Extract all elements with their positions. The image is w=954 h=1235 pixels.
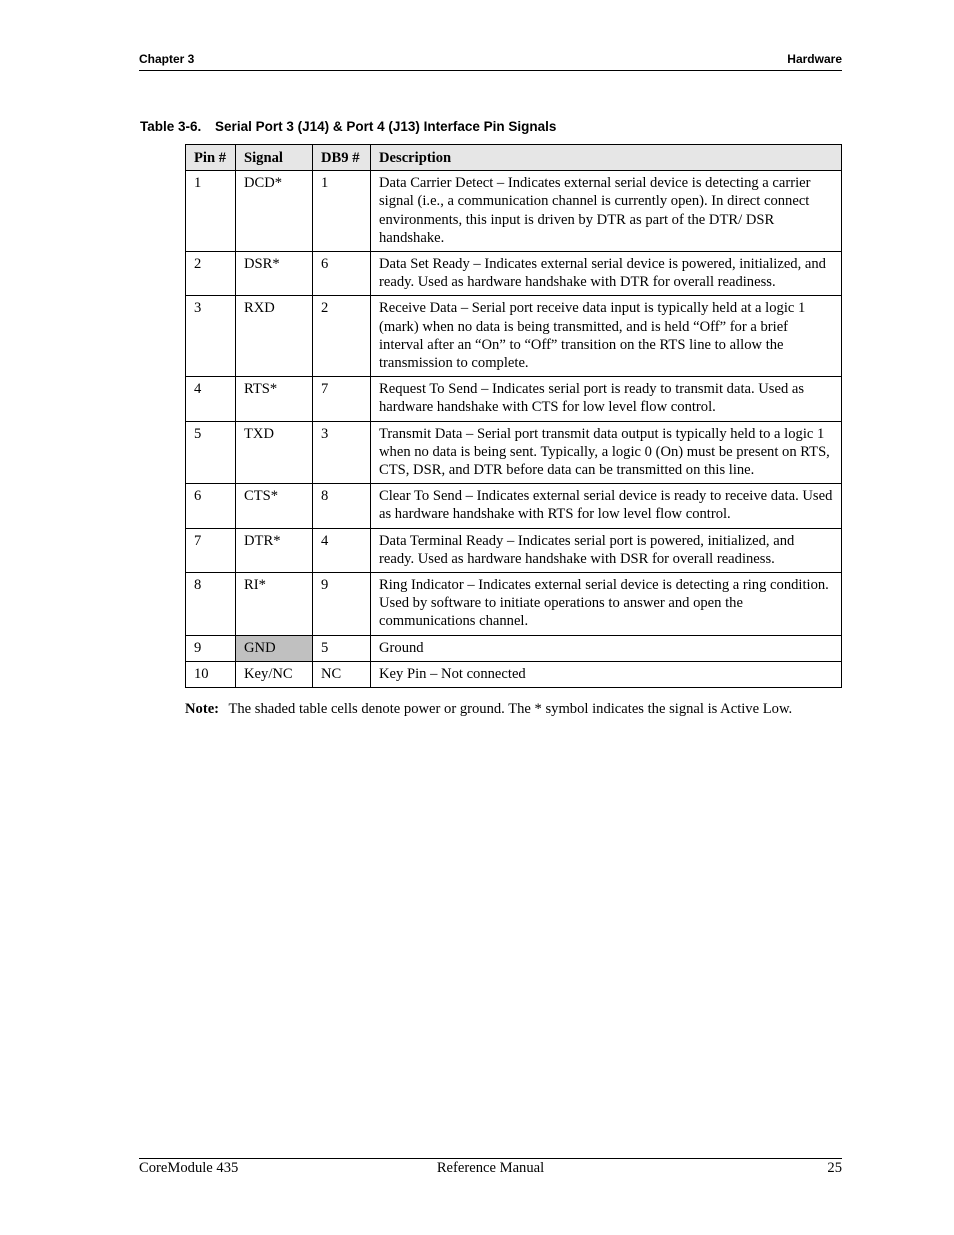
signal-cell: Key/NC (236, 661, 313, 687)
description-cell: Receive Data – Serial port receive data input is typically held at a logic 1 (mark) when no data is being transmitted, and is held “Off” for a brief interval after an “On” to “Off” transition on the RTS line to allow the transmission to complete. (371, 296, 842, 377)
signal-cell: DTR* (236, 528, 313, 572)
table-header-row (186, 145, 842, 171)
column-header-description: Description (371, 145, 842, 171)
document-title: Reference Manual (436, 1160, 545, 1176)
pin-cell: 2 (186, 252, 236, 296)
db9-cell: 7 (313, 377, 371, 421)
db9-cell: 9 (313, 573, 371, 636)
table-row (186, 484, 842, 528)
chapter-label: Chapter 3 (139, 52, 195, 66)
signal-cell: DSR* (236, 252, 313, 296)
signal-cell: TXD (236, 421, 313, 484)
product-name: CoreModule 435 (139, 1160, 239, 1176)
description-cell: Clear To Send – Indicates external serial device is ready to receive data. Used as hardware handshake with RTS for low level flow control. (371, 484, 842, 528)
pin-cell: 3 (186, 296, 236, 377)
table-row (186, 661, 842, 687)
section-label: Hardware (787, 52, 842, 66)
table-row (186, 573, 842, 636)
running-footer (139, 1158, 842, 1177)
table-row (186, 171, 842, 252)
description-cell: Ground (371, 635, 842, 661)
table-note (185, 700, 865, 718)
running-header (139, 52, 842, 71)
note-text: The shaded table cells denote power or ground. The * symbol indicates the signal is Active Low. (228, 701, 793, 717)
db9-cell: 8 (313, 484, 371, 528)
db9-cell: 4 (313, 528, 371, 572)
pin-cell: 4 (186, 377, 236, 421)
description-cell: Data Terminal Ready – Indicates serial port is powered, initialized, and ready. Used as hardware handshake with DSR for overall readiness. (371, 528, 842, 572)
db9-cell: 3 (313, 421, 371, 484)
table-number: Table 3-6. (140, 119, 202, 134)
description-cell: Ring Indicator – Indicates external serial device is detecting a ring condition. Used by software to initiate operations to answer and open the communications channel. (371, 573, 842, 636)
table-row (186, 252, 842, 296)
table-row (186, 296, 842, 377)
table-row (186, 377, 842, 421)
signal-cell: DCD* (236, 171, 313, 252)
column-header-pin: Pin # (186, 145, 236, 171)
pin-signal-table (185, 144, 842, 688)
signal-cell-shaded: GND (236, 635, 313, 661)
description-cell: Data Carrier Detect – Indicates external serial device is detecting a carrier signal (i.e., a communication channel is currently open). In direct connect environments, this input is driven by DTR as part of the DTR/ DSR handshake. (371, 171, 842, 252)
pin-cell: 10 (186, 661, 236, 687)
pin-cell: 5 (186, 421, 236, 484)
signal-cell: RTS* (236, 377, 313, 421)
column-header-signal: Signal (236, 145, 313, 171)
description-cell: Key Pin – Not connected (371, 661, 842, 687)
table-title: Serial Port 3 (J14) & Port 4 (J13) Interface Pin Signals (215, 119, 557, 134)
db9-cell: NC (313, 661, 371, 687)
note-label: Note: (185, 701, 220, 717)
description-cell: Transmit Data – Serial port transmit data output is typically held to a logic 1 when no data is being sent. Typically, a logic 0 (On) must be present on RTS, CTS, DSR, and DTR before data can be transmitted on this line. (371, 421, 842, 484)
pin-cell: 9 (186, 635, 236, 661)
signal-cell: CTS* (236, 484, 313, 528)
description-cell: Data Set Ready – Indicates external serial device is powered, initialized, and ready. Used as hardware handshake with DTR for overall readiness. (371, 252, 842, 296)
table-row (186, 528, 842, 572)
db9-cell: 2 (313, 296, 371, 377)
pin-cell: 7 (186, 528, 236, 572)
signal-cell: RI* (236, 573, 313, 636)
db9-cell: 6 (313, 252, 371, 296)
description-cell: Request To Send – Indicates serial port is ready to transmit data. Used as hardware handshake with CTS for low level flow control. (371, 377, 842, 421)
db9-cell: 5 (313, 635, 371, 661)
table-caption (140, 119, 556, 134)
page-number: 25 (827, 1160, 842, 1176)
signal-cell: RXD (236, 296, 313, 377)
column-header-db9: DB9 # (313, 145, 371, 171)
pin-cell: 1 (186, 171, 236, 252)
table-row (186, 635, 842, 661)
pin-cell: 6 (186, 484, 236, 528)
pin-cell: 8 (186, 573, 236, 636)
table-row (186, 421, 842, 484)
db9-cell: 1 (313, 171, 371, 252)
